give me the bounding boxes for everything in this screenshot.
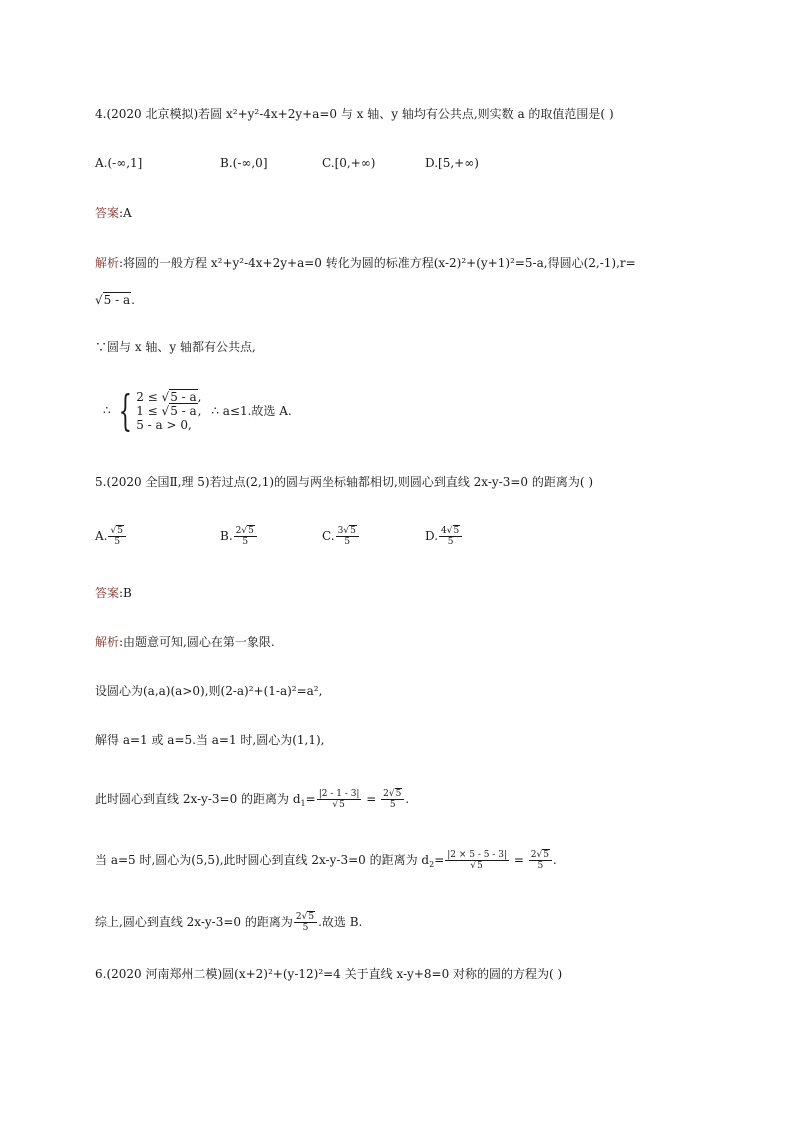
q4-option-b: B.(-∞,0] [220,156,268,170]
q4-stem: 与 x 轴、y 轴均有公共点,则实数 a 的取值范围是( [337,107,606,121]
q5-answer-value: :B [119,586,132,600]
q4-conclusion: ∴ a≤1.故选 A. [211,403,292,418]
q4-prefix: 4.(2020 北京模拟)若圆 [95,107,226,121]
final-fraction: $\frac{2√5}{5}$ [294,912,317,933]
q5-analysis-line-5: 当 a=5 时,圆心为(5,5),此时圆心到直线 2x-y-3=0 的距离为 $d_2=$ $\frac{|2 \times 5 - 5 - 3|}{√5}$ = $\frac{2√5}{5}$ . [95,850,557,871]
q5-option-b: B. $\frac{2√5}{5}$ [220,526,258,547]
q6-title: 6.(2020 河南郑州二模)圆(x+2)²+(y-12)²=4 关于直线 x-y+8=0 对称的圆的方程为( ) [95,967,563,981]
q4-radius-sqrt: √5 - a [95,293,131,307]
q5-analysis-line-3: 解得 a=1 或 a=5.当 a=1 时,圆心为(1,1), [95,733,325,747]
q4-system [103,386,292,435]
q4-analysis-text: :将圆的一般方程 x²+y²-4x+2y+a=0 转化为圆的标准方程(x-2)²+(y+1)²=5-a,得圆心(2,-1),r= [119,256,636,270]
q5-analysis-line-1 [95,635,275,649]
q4-answer [95,206,132,220]
system-row-1: 2 ≤ √5 - a, [136,390,202,404]
q5-analysis-line-2: 设圆心为(a,a)(a>0),则(2-a)²+(1-a)²=a², [95,684,323,698]
d1-result-fraction: $\frac{2√5}{5}$ [381,789,404,810]
q5-option-d: D. $\frac{4√5}{5}$ [425,526,463,547]
q4-answer-value: :A [119,206,132,220]
q4-because: ∵圆与 x 轴、y 轴都有公共点, [95,340,256,354]
q4-option-d: D.[5,+∞) [425,156,479,170]
d2-result-fraction: $\frac{2√5}{5}$ [529,850,552,871]
q5-option-a: A. $\frac{√5}{5}$ [95,526,127,547]
q4-title [95,107,614,121]
q5-analysis-line-6: 综上,圆心到直线 2x-y-3=0 的距离为 $\frac{2√5}{5}$ .故选 B. [95,912,363,933]
q5-title: 5.(2020 全国Ⅱ,理 5)若过点(2,1)的圆与两坐标轴都相切,则圆心到直线 2x-y-3=0 的距离为( ) [95,475,594,489]
q4-answer-paren: ) [605,107,614,121]
q4-answer-label: 答案 [95,206,120,220]
q5-answer [95,586,132,600]
system-row-3: 5 - a > 0, [136,418,192,432]
d2-fraction: $\frac{|2 \times 5 - 5 - 3|}{√5}$ [447,850,508,871]
q4-analysis-label: 解析 [95,256,120,270]
q4-option-c: C.[0,+∞) [322,156,376,170]
q5-analysis-label: 解析 [95,635,120,649]
q5-analysis-line-4: 此时圆心到直线 2x-y-3=0 的距离为 $d_1=$ $\frac{|2 - 1 - 3|}{√5}$ = $\frac{2√5}{5}$ . [95,789,410,810]
q4-analysis-line-2 [95,293,135,307]
q5-analysis-text: :由题意可知,圆心在第一象限. [119,635,275,649]
q4-option-a: A.(-∞,1] [95,156,143,170]
q4-analysis-line-1 [95,256,636,270]
inequality-system [114,386,202,435]
q5-option-c: C. $\frac{3√5}{5}$ [322,526,360,547]
q4-equation: x²+y²-4x+2y+a=0 [225,107,338,121]
q4-radius-tail: . [131,293,135,307]
q5-answer-label: 答案 [95,586,120,600]
therefore-symbol: ∴ [103,403,111,418]
system-row-2: 1 ≤ √5 - a, [136,404,202,418]
left-brace-icon: { [119,386,133,435]
d1-fraction: $\frac{|2 - 1 - 3|}{√5}$ [318,789,360,810]
q4-radius-radicand: 5 - a [103,293,131,307]
